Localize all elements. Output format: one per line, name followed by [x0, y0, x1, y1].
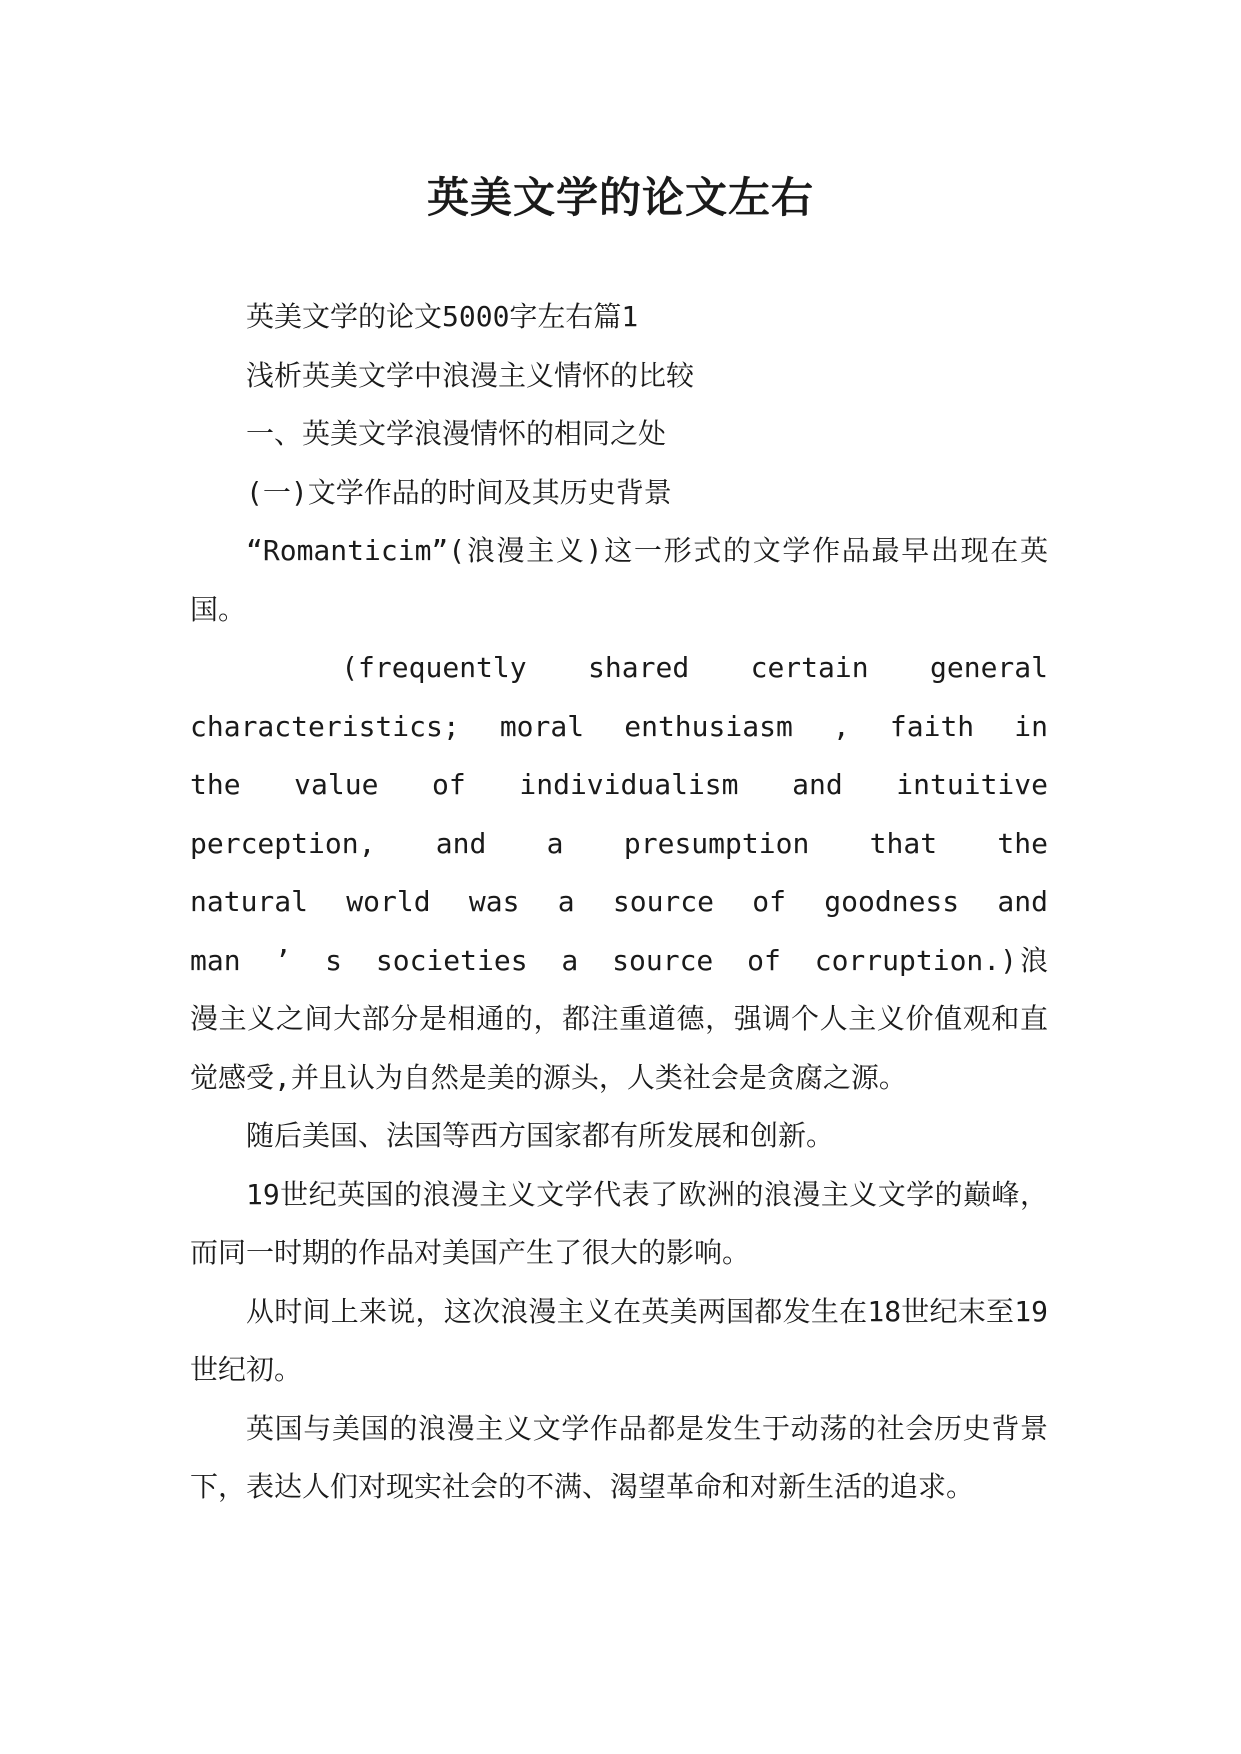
paragraph: 从时间上来说，这次浪漫主义在英美两国都发生在18世纪末至19世纪初。 — [190, 1294, 1048, 1386]
paragraph: “Romanticim”(浪漫主义)这一形式的文学作品最早出现在英国。 — [190, 534, 1048, 626]
document-body — [190, 288, 1048, 1517]
paragraph: 英国与美国的浪漫主义文学作品都是发生于动荡的社会历史背景下，表达人们对现实社会的不满、渴望革命和对新生活的追求。 — [190, 1411, 1048, 1503]
paragraph: 19世纪英国的浪漫主义文学代表了欧洲的浪漫主义文学的巅峰，而同一时期的作品对美国产生了很大的影响。 — [190, 1177, 1048, 1269]
paragraph-essay-title: 浅析英美文学中浪漫主义情怀的比较 — [246, 358, 695, 392]
paragraph: 随后美国、法国等西方国家都有所发展和创新。 — [246, 1119, 835, 1152]
subsection-heading: (一)文学作品的时间及其历史背景 — [246, 475, 672, 509]
section-heading: 一、英美文学浪漫情怀的相同之处 — [246, 417, 667, 450]
paragraph-subtitle: 英美文学的论文5000字左右篇1 — [246, 300, 639, 333]
page-title: 英美文学的论文左右 — [426, 173, 814, 223]
paragraph: (frequently shared certain general characteristics; moral enthusiasm , faith in the value of individualism and intuitive perception, and a presumption that the natural world was a source of goodness and man ’ s societies a source of corruption.)浪漫主义之间大部分是相通的，都注重道德，强调个人主义价值观和直觉感受,并且认为自然是美的源头，人类社会是贪腐之源。 — [190, 651, 1048, 1094]
